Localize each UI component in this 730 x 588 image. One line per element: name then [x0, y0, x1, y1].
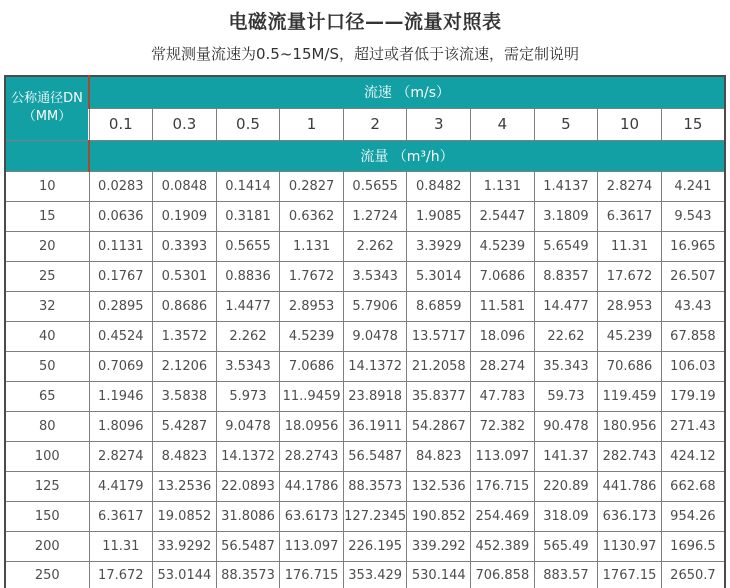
flow-value-cell: 0.2827	[280, 171, 344, 201]
flow-value-cell: 0.7069	[89, 351, 153, 381]
dn-cell: 50	[5, 351, 89, 381]
flow-value-cell: 7.0686	[471, 261, 535, 291]
flow-value-cell: 0.2895	[89, 291, 153, 321]
flow-value-cell: 4.5239	[471, 231, 535, 261]
flow-value-cell: 2650.7	[661, 561, 725, 588]
flow-value-cell: 2.262	[216, 321, 280, 351]
flow-value-cell: 1.9085	[407, 201, 471, 231]
flow-value-cell: 36.1911	[343, 411, 407, 441]
flow-value-cell: 0.0848	[153, 171, 217, 201]
table-row	[5, 441, 725, 471]
flow-value-cell: 18.0956	[280, 411, 344, 441]
flow-value-cell: 0.3393	[153, 231, 217, 261]
velocity-values-row	[5, 108, 725, 140]
flow-value-cell: 0.5655	[216, 231, 280, 261]
flow-value-cell: 1.4137	[534, 171, 598, 201]
flow-value-cell: 8.6859	[407, 291, 471, 321]
flow-value-cell: 1.131	[280, 231, 344, 261]
flow-value-cell: 1.8096	[89, 411, 153, 441]
flow-value-cell: 43.43	[661, 291, 725, 321]
flow-value-cell: 28.2743	[280, 441, 344, 471]
flow-value-cell: 16.965	[661, 231, 725, 261]
page-subtitle: 常规测量流速为0.5~15M/S，超过或者低于该流速，需定制说明	[150, 45, 580, 63]
corner-header-line2: （MM）	[22, 109, 72, 125]
flow-value-cell: 14.1372	[343, 351, 407, 381]
flow-value-cell: 883.57	[534, 561, 598, 588]
table-row	[5, 261, 725, 291]
table-row	[5, 171, 725, 201]
flow-value-cell: 5.973	[216, 381, 280, 411]
flow-value-cell: 2.262	[343, 231, 407, 261]
flow-value-cell: 28.274	[471, 351, 535, 381]
flow-value-cell: 88.3573	[343, 471, 407, 501]
flow-value-cell: 84.823	[407, 441, 471, 471]
table-row	[5, 411, 725, 441]
table-row	[5, 501, 725, 531]
flow-value-cell: 176.715	[471, 471, 535, 501]
flow-value-cell: 53.0144	[153, 561, 217, 588]
flow-value-cell: 0.5301	[153, 261, 217, 291]
flow-value-cell: 17.672	[89, 561, 153, 588]
dn-cell: 150	[5, 501, 89, 531]
flow-comparison-table	[4, 75, 726, 588]
velocity-value-cell: 0.1	[89, 108, 153, 140]
flow-value-cell: 1.3572	[153, 321, 217, 351]
flow-value-cell: 54.2867	[407, 411, 471, 441]
flow-value-cell: 90.478	[534, 411, 598, 441]
flow-value-cell: 1.1946	[89, 381, 153, 411]
flow-value-cell: 1.131	[471, 171, 535, 201]
flow-value-cell: 3.3929	[407, 231, 471, 261]
flow-value-cell: 0.5655	[343, 171, 407, 201]
dn-cell: 200	[5, 531, 89, 561]
dn-cell: 125	[5, 471, 89, 501]
flow-table-body	[5, 171, 725, 588]
flow-value-cell: 8.8357	[534, 261, 598, 291]
velocity-value-cell: 4	[471, 108, 535, 140]
dn-cell: 65	[5, 381, 89, 411]
empty-corner-cell	[5, 140, 89, 171]
dn-cell: 32	[5, 291, 89, 321]
flow-value-cell: 119.459	[598, 381, 662, 411]
flow-value-cell: 3.5343	[343, 261, 407, 291]
dn-cell: 250	[5, 561, 89, 588]
flow-value-cell: 5.7906	[343, 291, 407, 321]
flow-value-cell: 2.8274	[89, 441, 153, 471]
flow-value-cell: 5.3014	[407, 261, 471, 291]
velocity-value-cell: 0.3	[153, 108, 217, 140]
dn-cell: 10	[5, 171, 89, 201]
flow-value-cell: 44.1786	[280, 471, 344, 501]
flow-value-cell: 441.786	[598, 471, 662, 501]
flow-value-cell: 8.4823	[153, 441, 217, 471]
flow-value-cell: 565.49	[534, 531, 598, 561]
dn-cell: 20	[5, 231, 89, 261]
flow-value-cell: 3.5343	[216, 351, 280, 381]
flow-value-cell: 9.543	[661, 201, 725, 231]
flow-value-cell: 45.239	[598, 321, 662, 351]
flow-value-cell: 63.6173	[280, 501, 344, 531]
flow-value-cell: 1.2724	[343, 201, 407, 231]
flow-value-cell: 17.672	[598, 261, 662, 291]
flow-value-cell: 4.4179	[89, 471, 153, 501]
flow-value-cell: 33.9292	[153, 531, 217, 561]
flow-value-cell: 23.8918	[343, 381, 407, 411]
flow-value-cell: 127.2345	[343, 501, 407, 531]
flow-value-cell: 0.0283	[89, 171, 153, 201]
flow-value-cell: 132.536	[407, 471, 471, 501]
table-row	[5, 291, 725, 321]
flow-value-cell: 424.12	[661, 441, 725, 471]
dn-cell: 25	[5, 261, 89, 291]
flow-value-cell: 59.73	[534, 381, 598, 411]
flow-value-cell: 0.1131	[89, 231, 153, 261]
flow-value-cell: 5.6549	[534, 231, 598, 261]
flow-value-cell: 113.097	[280, 531, 344, 561]
flow-value-cell: 1.4477	[216, 291, 280, 321]
flow-value-cell: 452.389	[471, 531, 535, 561]
flow-value-cell: 0.6362	[280, 201, 344, 231]
flow-value-cell: 106.03	[661, 351, 725, 381]
flow-value-cell: 176.715	[280, 561, 344, 588]
flow-value-cell: 954.26	[661, 501, 725, 531]
flow-value-cell: 0.8482	[407, 171, 471, 201]
velocity-value-cell: 5	[534, 108, 598, 140]
flow-value-cell: 226.195	[343, 531, 407, 561]
flow-value-cell: 1.7672	[280, 261, 344, 291]
flow-value-cell: 2.8953	[280, 291, 344, 321]
table-row	[5, 531, 725, 561]
flow-value-cell: 0.4524	[89, 321, 153, 351]
flow-header-row	[5, 140, 725, 171]
velocity-value-cell: 10	[598, 108, 662, 140]
flow-value-cell: 339.292	[407, 531, 471, 561]
velocity-value-cell: 1	[280, 108, 344, 140]
velocity-value-cell: 3	[407, 108, 471, 140]
velocity-unit-header: 流速 （m/s）	[89, 76, 725, 108]
flow-value-cell: 56.5487	[343, 441, 407, 471]
table-header	[5, 76, 725, 171]
flow-value-cell: 636.173	[598, 501, 662, 531]
flow-value-cell: 271.43	[661, 411, 725, 441]
flow-value-cell: 1767.15	[598, 561, 662, 588]
page-title: 电磁流量计口径——流量对照表	[228, 11, 502, 33]
flow-value-cell: 22.62	[534, 321, 598, 351]
dn-cell: 100	[5, 441, 89, 471]
flow-value-cell: 1130.97	[598, 531, 662, 561]
flow-value-cell: 254.469	[471, 501, 535, 531]
flow-value-cell: 28.953	[598, 291, 662, 321]
flow-value-cell: 5.4287	[153, 411, 217, 441]
flow-value-cell: 11..9459	[280, 381, 344, 411]
flow-value-cell: 0.3181	[216, 201, 280, 231]
flow-value-cell: 0.0636	[89, 201, 153, 231]
flow-value-cell: 282.743	[598, 441, 662, 471]
flow-value-cell: 67.858	[661, 321, 725, 351]
flow-value-cell: 0.1767	[89, 261, 153, 291]
table-row	[5, 351, 725, 381]
flow-value-cell: 2.1206	[153, 351, 217, 381]
flow-value-cell: 530.144	[407, 561, 471, 588]
flow-value-cell: 26.507	[661, 261, 725, 291]
flow-value-cell: 180.956	[598, 411, 662, 441]
flow-value-cell: 190.852	[407, 501, 471, 531]
flow-unit-header: 流量 （m³/h）	[89, 140, 725, 171]
flow-value-cell: 113.097	[471, 441, 535, 471]
flow-value-cell: 18.096	[471, 321, 535, 351]
flow-value-cell: 0.8686	[153, 291, 217, 321]
flow-value-cell: 19.0852	[153, 501, 217, 531]
flow-value-cell: 6.3617	[89, 501, 153, 531]
flow-value-cell: 35.343	[534, 351, 598, 381]
flow-value-cell: 0.1414	[216, 171, 280, 201]
flow-value-cell: 1696.5	[661, 531, 725, 561]
flow-value-cell: 353.429	[343, 561, 407, 588]
flow-value-cell: 4.241	[661, 171, 725, 201]
dn-cell: 80	[5, 411, 89, 441]
flow-value-cell: 0.8836	[216, 261, 280, 291]
corner-header-line1: 公称通径DN	[11, 91, 83, 107]
table-row	[5, 381, 725, 411]
flow-value-cell: 2.5447	[471, 201, 535, 231]
flow-value-cell: 31.8086	[216, 501, 280, 531]
flow-value-cell: 3.1809	[534, 201, 598, 231]
table-row	[5, 201, 725, 231]
flow-value-cell: 88.3573	[216, 561, 280, 588]
flow-value-cell: 9.0478	[343, 321, 407, 351]
velocity-value-cell: 0.5	[216, 108, 280, 140]
flow-value-cell: 220.89	[534, 471, 598, 501]
flow-value-cell: 2.8274	[598, 171, 662, 201]
flow-value-cell: 318.09	[534, 501, 598, 531]
flow-value-cell: 179.19	[661, 381, 725, 411]
velocity-value-cell: 2	[343, 108, 407, 140]
flow-value-cell: 21.2058	[407, 351, 471, 381]
flow-value-cell: 11.31	[598, 231, 662, 261]
dn-cell: 40	[5, 321, 89, 351]
flow-value-cell: 9.0478	[216, 411, 280, 441]
table-row	[5, 561, 725, 588]
flow-value-cell: 72.382	[471, 411, 535, 441]
flow-value-cell: 141.37	[534, 441, 598, 471]
flow-value-cell: 14.477	[534, 291, 598, 321]
flow-value-cell: 47.783	[471, 381, 535, 411]
velocity-header-row	[5, 76, 725, 108]
table-row	[5, 471, 725, 501]
flow-value-cell: 13.5717	[407, 321, 471, 351]
flow-value-cell: 706.858	[471, 561, 535, 588]
velocity-value-cell: 15	[661, 108, 725, 140]
flow-value-cell: 7.0686	[280, 351, 344, 381]
dn-cell: 15	[5, 201, 89, 231]
table-row	[5, 231, 725, 261]
flow-value-cell: 3.5838	[153, 381, 217, 411]
flow-value-cell: 14.1372	[216, 441, 280, 471]
flow-value-cell: 11.581	[471, 291, 535, 321]
corner-header-dn	[5, 76, 89, 140]
table-row	[5, 321, 725, 351]
flow-value-cell: 35.8377	[407, 381, 471, 411]
flow-value-cell: 11.31	[89, 531, 153, 561]
flow-value-cell: 70.686	[598, 351, 662, 381]
flow-value-cell: 6.3617	[598, 201, 662, 231]
flow-value-cell: 13.2536	[153, 471, 217, 501]
flow-value-cell: 0.1909	[153, 201, 217, 231]
flow-value-cell: 4.5239	[280, 321, 344, 351]
flow-value-cell: 22.0893	[216, 471, 280, 501]
flow-value-cell: 56.5487	[216, 531, 280, 561]
flow-value-cell: 662.68	[661, 471, 725, 501]
